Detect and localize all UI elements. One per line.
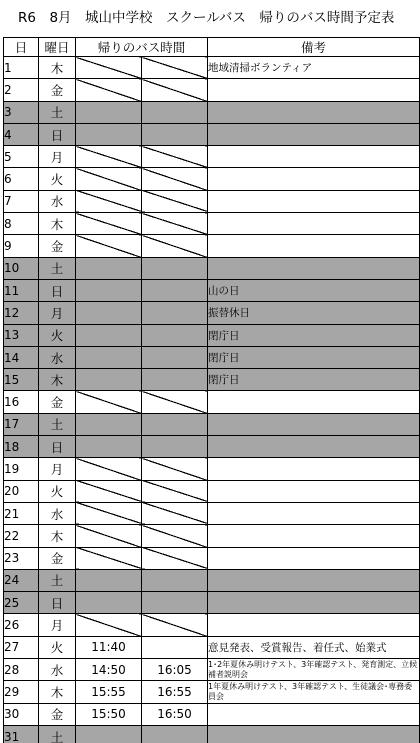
table-row xyxy=(4,569,420,591)
day-cell: 28 xyxy=(4,659,39,681)
bus-time-2-cell xyxy=(142,213,208,235)
header-notes: 備考 xyxy=(208,38,420,57)
bus-time-1-cell xyxy=(76,569,142,591)
table-row xyxy=(4,168,420,190)
bus-time-1-cell xyxy=(76,547,142,569)
table-row xyxy=(4,101,420,123)
day-cell: 26 xyxy=(4,614,39,636)
bus-time-2-cell xyxy=(142,302,208,324)
weekday-cell: 土 xyxy=(39,725,76,743)
day-cell: 1 xyxy=(4,57,39,79)
weekday-cell: 火 xyxy=(39,168,76,190)
table-row xyxy=(4,123,420,145)
weekday-cell: 月 xyxy=(39,458,76,480)
header-bus-time: 帰りのバス時間 xyxy=(76,38,208,57)
bus-time-1-cell xyxy=(76,123,142,145)
day-cell: 22 xyxy=(4,525,39,547)
day-cell: 31 xyxy=(4,725,39,743)
bus-time-1-cell xyxy=(76,346,142,368)
weekday-cell: 日 xyxy=(39,279,76,301)
bus-time-2-cell xyxy=(142,436,208,458)
table-row xyxy=(4,636,420,658)
weekday-cell: 土 xyxy=(39,101,76,123)
note-cell xyxy=(208,502,420,524)
note-cell xyxy=(208,190,420,212)
weekday-cell: 木 xyxy=(39,681,76,703)
table-row xyxy=(4,725,420,743)
weekday-cell: 金 xyxy=(39,235,76,257)
bus-time-1-cell: 11:40 xyxy=(76,636,142,658)
bus-time-1-cell xyxy=(76,480,142,502)
bus-time-2-cell xyxy=(142,235,208,257)
table-row xyxy=(4,659,420,681)
note-cell xyxy=(208,257,420,279)
table-row xyxy=(4,681,420,703)
weekday-cell: 月 xyxy=(39,614,76,636)
day-cell: 2 xyxy=(4,79,39,101)
note-cell xyxy=(208,391,420,413)
weekday-cell: 木 xyxy=(39,525,76,547)
note-cell xyxy=(208,101,420,123)
bus-time-2-cell xyxy=(142,636,208,658)
note-cell xyxy=(208,592,420,614)
table-row xyxy=(4,480,420,502)
bus-time-2-cell xyxy=(142,480,208,502)
table-row xyxy=(4,57,420,79)
bus-time-2-cell xyxy=(142,413,208,435)
weekday-cell: 金 xyxy=(39,79,76,101)
table-row xyxy=(4,302,420,324)
day-cell: 5 xyxy=(4,146,39,168)
bus-time-1-cell xyxy=(76,592,142,614)
weekday-cell: 土 xyxy=(39,569,76,591)
note-cell: 1･2年夏休み明けテスト、3年確認テスト、発育測定、立候補者説明会 xyxy=(208,659,420,681)
bus-time-2-cell xyxy=(142,502,208,524)
note-cell xyxy=(208,480,420,502)
bus-time-1-cell xyxy=(76,302,142,324)
day-cell: 29 xyxy=(4,681,39,703)
bus-time-2-cell xyxy=(142,257,208,279)
weekday-cell: 金 xyxy=(39,703,76,725)
day-cell: 10 xyxy=(4,257,39,279)
bus-time-2-cell xyxy=(142,57,208,79)
table-row xyxy=(4,346,420,368)
weekday-cell: 火 xyxy=(39,480,76,502)
weekday-cell: 日 xyxy=(39,123,76,145)
day-cell: 3 xyxy=(4,101,39,123)
note-cell xyxy=(208,123,420,145)
table-row xyxy=(4,502,420,524)
note-cell: 地域清掃ボランティア xyxy=(208,57,420,79)
day-cell: 27 xyxy=(4,636,39,658)
day-cell: 20 xyxy=(4,480,39,502)
bus-time-2-cell xyxy=(142,614,208,636)
weekday-cell: 日 xyxy=(39,436,76,458)
note-cell xyxy=(208,725,420,743)
bus-schedule-table xyxy=(3,37,420,743)
table-row xyxy=(4,458,420,480)
note-cell xyxy=(208,436,420,458)
table-row xyxy=(4,436,420,458)
table-row xyxy=(4,213,420,235)
day-cell: 18 xyxy=(4,436,39,458)
note-cell xyxy=(208,525,420,547)
table-row xyxy=(4,235,420,257)
note-cell xyxy=(208,235,420,257)
bus-time-2-cell xyxy=(142,190,208,212)
note-cell: 意見発表、受賞報告、着任式、始業式 xyxy=(208,636,420,658)
note-cell xyxy=(208,569,420,591)
table-row xyxy=(4,190,420,212)
bus-time-1-cell xyxy=(76,101,142,123)
day-cell: 19 xyxy=(4,458,39,480)
bus-time-1-cell xyxy=(76,213,142,235)
bus-time-1-cell xyxy=(76,146,142,168)
day-cell: 9 xyxy=(4,235,39,257)
bus-time-2-cell xyxy=(142,391,208,413)
bus-time-2-cell xyxy=(142,168,208,190)
table-row xyxy=(4,324,420,346)
note-cell xyxy=(208,79,420,101)
bus-time-1-cell xyxy=(76,413,142,435)
page-title: R6 8月 城山中学校 スクールバス 帰りのバス時間予定表 xyxy=(18,10,395,26)
table-row xyxy=(4,413,420,435)
note-cell xyxy=(208,703,420,725)
note-cell xyxy=(208,413,420,435)
table-row xyxy=(4,279,420,301)
bus-time-2-cell xyxy=(142,569,208,591)
bus-time-2-cell xyxy=(142,123,208,145)
day-cell: 7 xyxy=(4,190,39,212)
bus-time-1-cell xyxy=(76,57,142,79)
bus-time-2-cell: 16:55 xyxy=(142,681,208,703)
note-cell: 閉庁日 xyxy=(208,324,420,346)
weekday-cell: 木 xyxy=(39,57,76,79)
day-cell: 23 xyxy=(4,547,39,569)
bus-time-2-cell xyxy=(142,725,208,743)
table-row xyxy=(4,547,420,569)
bus-time-2-cell xyxy=(142,346,208,368)
weekday-cell: 土 xyxy=(39,257,76,279)
bus-time-1-cell xyxy=(76,725,142,743)
weekday-cell: 金 xyxy=(39,391,76,413)
table-row xyxy=(4,592,420,614)
weekday-cell: 水 xyxy=(39,346,76,368)
bus-time-2-cell xyxy=(142,101,208,123)
bus-time-2-cell: 16:50 xyxy=(142,703,208,725)
table-row xyxy=(4,703,420,725)
bus-time-1-cell xyxy=(76,436,142,458)
bus-time-1-cell xyxy=(76,458,142,480)
bus-time-1-cell xyxy=(76,190,142,212)
weekday-cell: 月 xyxy=(39,146,76,168)
table-row xyxy=(4,369,420,391)
day-cell: 6 xyxy=(4,168,39,190)
weekday-cell: 月 xyxy=(39,302,76,324)
note-cell: 閉庁日 xyxy=(208,369,420,391)
bus-time-1-cell: 14:50 xyxy=(76,659,142,681)
weekday-cell: 水 xyxy=(39,190,76,212)
bus-time-2-cell xyxy=(142,592,208,614)
weekday-cell: 木 xyxy=(39,213,76,235)
bus-time-1-cell xyxy=(76,79,142,101)
bus-time-1-cell xyxy=(76,257,142,279)
note-cell: 閉庁日 xyxy=(208,346,420,368)
weekday-cell: 日 xyxy=(39,592,76,614)
bus-time-1-cell: 15:55 xyxy=(76,681,142,703)
bus-time-2-cell xyxy=(142,369,208,391)
bus-time-1-cell: 15:50 xyxy=(76,703,142,725)
bus-time-1-cell xyxy=(76,391,142,413)
bus-time-1-cell xyxy=(76,279,142,301)
day-cell: 16 xyxy=(4,391,39,413)
bus-time-1-cell xyxy=(76,168,142,190)
bus-time-1-cell xyxy=(76,369,142,391)
day-cell: 25 xyxy=(4,592,39,614)
note-cell xyxy=(208,547,420,569)
table-row xyxy=(4,614,420,636)
table-row xyxy=(4,257,420,279)
bus-time-1-cell xyxy=(76,525,142,547)
header-row xyxy=(4,38,420,57)
bus-time-2-cell xyxy=(142,146,208,168)
bus-time-1-cell xyxy=(76,502,142,524)
weekday-cell: 金 xyxy=(39,547,76,569)
table-row xyxy=(4,79,420,101)
table-row xyxy=(4,525,420,547)
weekday-cell: 火 xyxy=(39,636,76,658)
note-cell: 山の日 xyxy=(208,279,420,301)
bus-time-2-cell: 16:05 xyxy=(142,659,208,681)
day-cell: 11 xyxy=(4,279,39,301)
weekday-cell: 土 xyxy=(39,413,76,435)
note-cell: 1年夏休み明けテスト、3年確認テスト、生徒議会･専務委員会 xyxy=(208,681,420,703)
bus-time-2-cell xyxy=(142,547,208,569)
weekday-cell: 木 xyxy=(39,369,76,391)
day-cell: 4 xyxy=(4,123,39,145)
weekday-cell: 水 xyxy=(39,659,76,681)
day-cell: 24 xyxy=(4,569,39,591)
note-cell xyxy=(208,614,420,636)
bus-time-2-cell xyxy=(142,525,208,547)
header-day: 日 xyxy=(4,38,39,57)
day-cell: 8 xyxy=(4,213,39,235)
note-cell xyxy=(208,213,420,235)
day-cell: 14 xyxy=(4,346,39,368)
weekday-cell: 火 xyxy=(39,324,76,346)
note-cell xyxy=(208,146,420,168)
day-cell: 12 xyxy=(4,302,39,324)
bus-time-1-cell xyxy=(76,235,142,257)
bus-time-2-cell xyxy=(142,324,208,346)
header-weekday: 曜日 xyxy=(39,38,76,57)
day-cell: 30 xyxy=(4,703,39,725)
table-row xyxy=(4,146,420,168)
bus-time-1-cell xyxy=(76,324,142,346)
note-cell xyxy=(208,168,420,190)
bus-time-2-cell xyxy=(142,279,208,301)
weekday-cell: 水 xyxy=(39,502,76,524)
bus-time-1-cell xyxy=(76,614,142,636)
day-cell: 21 xyxy=(4,502,39,524)
bus-time-2-cell xyxy=(142,79,208,101)
note-cell xyxy=(208,458,420,480)
day-cell: 15 xyxy=(4,369,39,391)
day-cell: 13 xyxy=(4,324,39,346)
table-row xyxy=(4,391,420,413)
bus-time-2-cell xyxy=(142,458,208,480)
note-cell: 振替休日 xyxy=(208,302,420,324)
day-cell: 17 xyxy=(4,413,39,435)
schedule-body xyxy=(4,57,420,743)
